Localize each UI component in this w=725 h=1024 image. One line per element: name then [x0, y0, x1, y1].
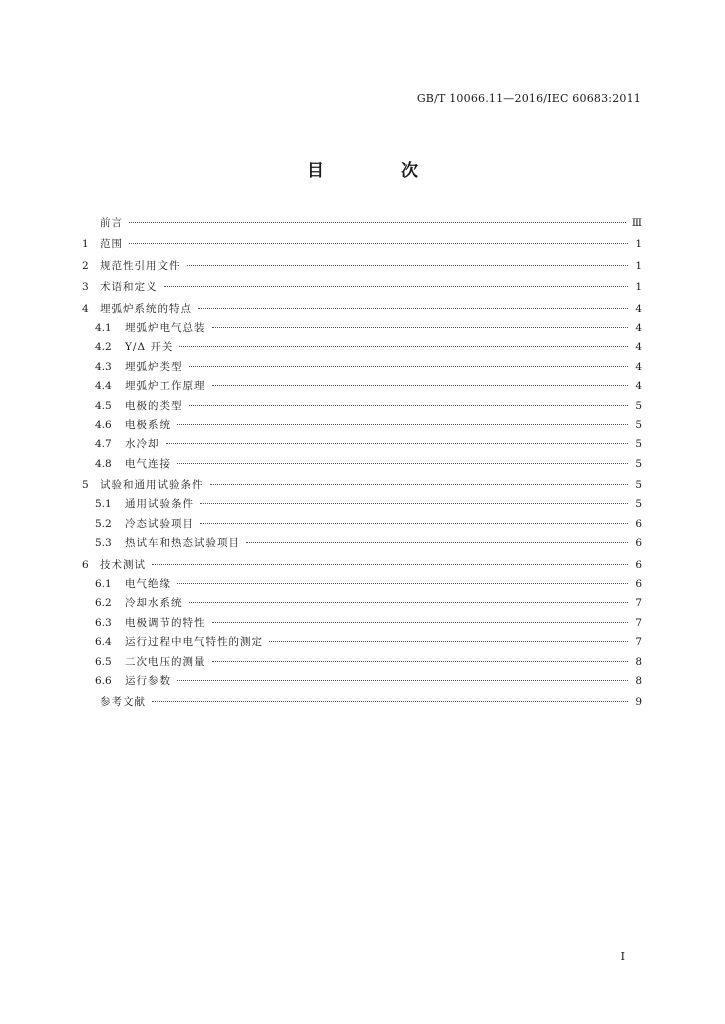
toc-entry-title: 参考文献: [100, 696, 146, 709]
toc-entry-6-6[interactable]: [82, 672, 642, 691]
toc-entry-number: 5.2: [95, 517, 112, 530]
toc-entry-page: 1: [635, 259, 642, 272]
toc-entry-number: 6.3: [95, 616, 112, 629]
toc-entry-number: 1: [82, 238, 89, 251]
toc-entry-number: 4.5: [95, 399, 112, 412]
toc-entry-1[interactable]: [82, 235, 642, 254]
toc-entry-page: 9: [635, 696, 642, 709]
toc-entry-6-2[interactable]: [82, 594, 642, 613]
toc-dot-leader: [164, 286, 629, 287]
toc-entry-4[interactable]: [82, 300, 642, 319]
toc-entry-number: 5.1: [95, 498, 112, 511]
toc-entry-title: 术语和定义: [100, 281, 158, 294]
toc-entry-title: 电气绝缘: [125, 578, 171, 591]
toc-dot-leader: [198, 308, 628, 309]
toc-entry-number: 4.7: [95, 438, 112, 451]
toc-entry-title: 运行参数: [125, 674, 171, 687]
toc-dot-leader: [179, 346, 628, 347]
toc-dot-leader: [152, 701, 628, 702]
toc-entry-5-2[interactable]: [82, 515, 642, 534]
toc-entry-title: 技术测试: [100, 558, 146, 571]
toc-dot-leader: [212, 385, 629, 386]
toc-entry-6-4[interactable]: [82, 633, 642, 652]
toc-dot-leader: [189, 366, 629, 367]
toc-entry-title: 冷却水系统: [125, 597, 183, 610]
table-of-contents: [82, 214, 642, 713]
toc-dot-leader: [177, 424, 628, 425]
toc-entry-foreword[interactable]: [82, 214, 642, 233]
toc-entry-page: Ⅲ: [631, 217, 642, 229]
toc-entry-number: 4.1: [95, 321, 112, 334]
toc-entry-title: 前言: [100, 217, 123, 229]
toc-entry-title: 通用试验条件: [125, 498, 194, 511]
toc-dot-leader: [269, 641, 628, 642]
toc-entry-title: 水冷却: [125, 438, 160, 451]
toc-entry-title: 电极的类型: [125, 399, 183, 412]
toc-entry-number: 6.6: [95, 674, 112, 687]
toc-entry-number: 4.3: [95, 360, 112, 373]
toc-dot-leader: [177, 680, 628, 681]
toc-entry-number: 6: [82, 558, 89, 571]
toc-entry-title: 埋弧炉类型: [125, 360, 183, 373]
toc-entry-page: 5: [635, 438, 642, 451]
toc-dot-leader: [129, 243, 628, 244]
toc-entry-title: 埋弧炉电气总装: [125, 321, 206, 334]
toc-entry-title: 冷态试验项目: [125, 517, 194, 530]
toc-entry-4-8[interactable]: [82, 455, 642, 474]
toc-entry-page: 5: [635, 457, 642, 470]
toc-entry-4-3[interactable]: [82, 358, 642, 377]
toc-dot-leader: [212, 661, 629, 662]
toc-entry-4-4[interactable]: [82, 377, 642, 396]
toc-entry-number: 5.3: [95, 537, 112, 550]
standard-number-header: GB/T 10066.11—2016/IEC 60683:2011: [416, 92, 641, 105]
toc-entry-number: 3: [82, 281, 89, 294]
toc-entry-page: 5: [635, 479, 642, 492]
toc-entry-page: 7: [635, 636, 642, 649]
toc-entry-3[interactable]: [82, 278, 642, 297]
toc-entry-page: 6: [635, 537, 642, 550]
toc-entry-title: 试验和通用试验条件: [100, 479, 204, 492]
toc-entry-page: 8: [635, 655, 642, 668]
toc-entry-number: 4.6: [95, 418, 112, 431]
toc-entry-5-1[interactable]: [82, 495, 642, 514]
toc-entry-number: 2: [82, 259, 89, 272]
toc-entry-number: 4.4: [95, 380, 112, 393]
toc-entry-title: 热试车和热态试验项目: [125, 537, 240, 550]
toc-entry-page: 4: [635, 360, 642, 373]
toc-entry-6-3[interactable]: [82, 614, 642, 633]
toc-entry-6-1[interactable]: [82, 575, 642, 594]
toc-dot-leader: [189, 405, 629, 406]
toc-dot-leader: [166, 443, 629, 444]
toc-entry-6[interactable]: [82, 556, 642, 575]
toc-dot-leader: [212, 327, 629, 328]
toc-entry-page: 1: [635, 281, 642, 294]
toc-entry-title: 规范性引用文件: [100, 259, 181, 272]
toc-entry-number: 6.4: [95, 636, 112, 649]
toc-entry-page: 1: [635, 238, 642, 251]
toc-entry-4-1[interactable]: [82, 319, 642, 338]
toc-entry-number: 4.8: [95, 457, 112, 470]
toc-entry-page: 6: [635, 578, 642, 591]
toc-entry-number: 6.1: [95, 578, 112, 591]
toc-entry-4-5[interactable]: [82, 397, 642, 416]
toc-entry-5-3[interactable]: [82, 534, 642, 553]
toc-entry-page: 7: [635, 616, 642, 629]
toc-entry-page: 5: [635, 418, 642, 431]
toc-entry-number: 5: [82, 479, 89, 492]
toc-dot-leader: [187, 265, 629, 266]
toc-dot-leader: [177, 583, 628, 584]
toc-entry-title: 二次电压的测量: [125, 655, 206, 668]
toc-title: 目 次: [307, 161, 448, 181]
toc-entry-4-2[interactable]: [82, 338, 642, 357]
toc-entry-title: 埋弧炉工作原理: [125, 380, 206, 393]
toc-entry-number: 6.5: [95, 655, 112, 668]
toc-entry-page: 4: [635, 302, 642, 315]
page-number: I: [620, 950, 625, 963]
toc-dot-leader: [189, 602, 629, 603]
toc-entry-title: 运行过程中电气特性的测定: [125, 636, 263, 649]
toc-dot-leader: [200, 503, 628, 504]
toc-entry-page: 4: [635, 380, 642, 393]
toc-entry-4-6[interactable]: [82, 416, 642, 435]
toc-dot-leader: [129, 222, 626, 223]
toc-entry-page: 5: [635, 498, 642, 511]
toc-dot-leader: [210, 484, 629, 485]
toc-entry-page: 6: [635, 558, 642, 571]
toc-entry-title: Y/Δ 开关: [125, 341, 174, 354]
toc-entry-page: 7: [635, 597, 642, 610]
toc-entry-title: 电极系统: [125, 418, 171, 431]
toc-entry-page: 4: [635, 341, 642, 354]
toc-entry-2[interactable]: [82, 257, 642, 276]
toc-entry-page: 4: [635, 321, 642, 334]
toc-entry-4-7[interactable]: [82, 435, 642, 454]
toc-entry-number: 4.2: [95, 341, 112, 354]
toc-entry-page: 5: [635, 399, 642, 412]
toc-entry-title: 埋弧炉系统的特点: [100, 302, 192, 315]
toc-entry-page: 8: [635, 674, 642, 687]
toc-entry-title: 电气连接: [125, 457, 171, 470]
toc-entry-title: 范围: [100, 238, 123, 251]
toc-dot-leader: [212, 622, 629, 623]
toc-entry-number: 6.2: [95, 597, 112, 610]
toc-dot-leader: [177, 463, 628, 464]
toc-entry-bibliography[interactable]: [82, 693, 642, 712]
toc-dot-leader: [200, 523, 628, 524]
toc-dot-leader: [246, 542, 628, 543]
toc-entry-number: 4: [82, 302, 89, 315]
toc-entry-page: 6: [635, 517, 642, 530]
toc-dot-leader: [152, 564, 628, 565]
toc-entry-title: 电极调节的特性: [125, 616, 206, 629]
toc-entry-5[interactable]: [82, 476, 642, 495]
toc-entry-6-5[interactable]: [82, 653, 642, 672]
